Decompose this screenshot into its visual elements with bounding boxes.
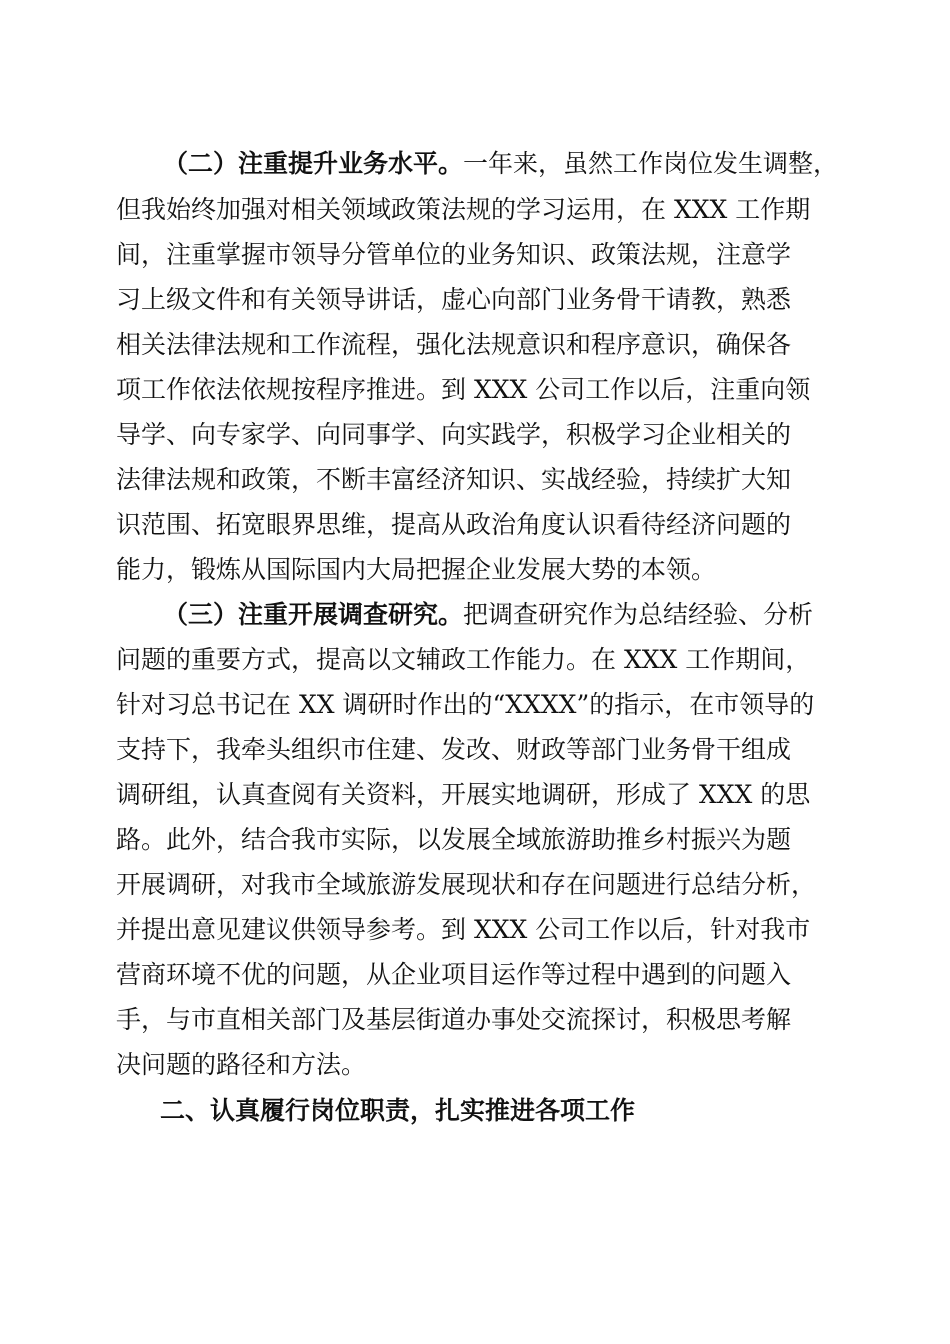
- paragraph-3-text: 把调查研究作为总结经验、分析: [463, 600, 814, 629]
- paragraph-3-line-1: [0, 593, 950, 637]
- paragraph-2-line-8: 法律法规和政策，不断丰富经济知识、实战经验，持续扩大知: [116, 465, 792, 494]
- paragraph-3-line-5: 调研组，认真查阅有关资料，开展实地调研，形成了 XXX 的思: [116, 780, 811, 809]
- paragraph-2-text: 一年来，虽然工作岗位发生调整，: [463, 149, 839, 178]
- paragraph-3-heading: （三）注重开展调查研究。: [163, 600, 464, 629]
- section-heading: 二、认真履行岗位职责，扎实推进各项工作: [160, 1096, 636, 1125]
- paragraph-2-line-7: 导学、向专家学、向同事学、向实践学，积极学习企业相关的: [116, 420, 792, 449]
- paragraph-3-line-4: 支持下，我牵头组织市住建、发改、财政等部门业务骨干组成: [116, 735, 792, 764]
- paragraph-3-line-6: 路。此外，结合我市实际，以发展全域旅游助推乡村振兴为题: [116, 825, 792, 854]
- paragraph-3-line-10: 手，与市直相关部门及基层街道办事处交流探讨，积极思考解: [116, 1005, 792, 1034]
- paragraph-2-line-6: 项工作依法依规按程序推进。到 XXX 公司工作以后，注重向领: [116, 375, 811, 404]
- paragraph-3-line-8: 并提出意见建议供领导参考。到 XXX 公司工作以后，针对我市: [116, 915, 811, 944]
- paragraph-3-line-2: 问题的重要方式，提高以文辅政工作能力。在 XXX 工作期间，: [116, 645, 811, 674]
- paragraph-2-line-2: 但我始终加强对相关领域政策法规的学习运用，在 XXX 工作期: [116, 195, 811, 224]
- paragraph-3-line-3: 针对习总书记在 XX 调研时作出的“XXXX”的指示，在市领导的: [116, 690, 815, 719]
- paragraph-3-line-9: 营商环境不优的问题，从企业项目运作等过程中遇到的问题入: [116, 960, 792, 989]
- paragraph-2-heading: （二）注重提升业务水平。: [163, 149, 464, 178]
- paragraph-3-line-11: 决问题的路径和方法。: [116, 1050, 367, 1079]
- paragraph-2-line-1: [0, 142, 950, 186]
- paragraph-2-line-3: 间，注重掌握市领导分管单位的业务知识、政策法规，注意学: [116, 240, 792, 269]
- paragraph-2-line-9: 识范围、拓宽眼界思维，提高从政治角度认识看待经济问题的: [116, 510, 792, 539]
- paragraph-2-line-10: 能力，锻炼从国际国内大局把握企业发展大势的本领。: [116, 555, 717, 584]
- paragraph-3-line-7: 开展调研，对我市全域旅游发展现状和存在问题进行总结分析，: [116, 870, 817, 899]
- paragraph-2-line-5: 相关法律法规和工作流程，强化法规意识和程序意识，确保各: [116, 330, 792, 359]
- paragraph-2-line-4: 习上级文件和有关领导讲话，虚心向部门业务骨干请教，熟悉: [116, 285, 792, 314]
